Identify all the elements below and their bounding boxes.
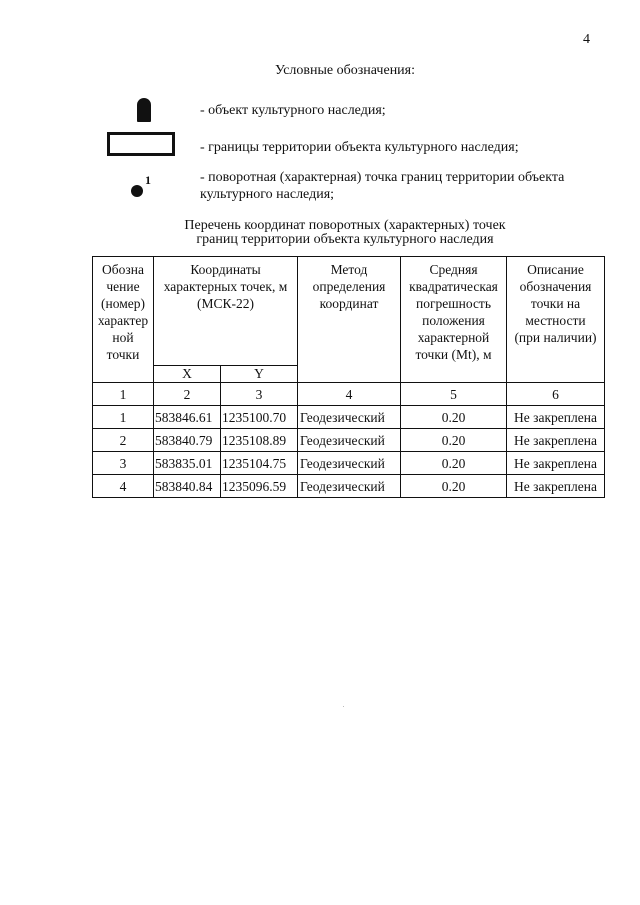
cell-point-number: 2 — [93, 429, 154, 452]
cell-method: Геодезический — [298, 429, 401, 452]
column-number-4: 4 — [298, 383, 401, 406]
header-method — [298, 257, 401, 383]
header-line: координат — [319, 296, 379, 311]
column-number-5: 5 — [401, 383, 507, 406]
cell-error: 0.20 — [401, 452, 507, 475]
column-number-6: 6 — [507, 383, 605, 406]
cell-error: 0.20 — [401, 429, 507, 452]
header-line: местности — [525, 313, 586, 328]
header-line: Обозна — [102, 262, 144, 277]
cell-point-number: 4 — [93, 475, 154, 498]
list-title — [0, 219, 640, 247]
cell-x: 583846.61 — [154, 406, 221, 429]
header-line: (номер) — [101, 296, 145, 311]
boundary-rectangle-icon — [107, 132, 175, 156]
header-line: характерных точек, м — [163, 279, 288, 294]
header-description — [507, 257, 605, 383]
cell-description: Не закреплена — [507, 429, 605, 452]
header-line: определения — [312, 279, 386, 294]
table-row — [93, 429, 605, 452]
legend-text-boundary: - границы территории объекта культурного наследия; — [200, 140, 519, 155]
turning-point-label: 1 — [145, 173, 151, 187]
cell-method: Геодезический — [298, 475, 401, 498]
header-line: характерной — [417, 330, 490, 345]
cell-method: Геодезический — [298, 452, 401, 475]
cell-description: Не закреплена — [507, 452, 605, 475]
legend-text-turning-point: - поворотная (характерная) точка границ территории объекта культурного наследия; — [200, 170, 565, 202]
header-y: Y — [221, 366, 298, 383]
table-row — [93, 475, 605, 498]
column-number-1: 1 — [93, 383, 154, 406]
cell-description: Не закреплена — [507, 475, 605, 498]
legend-text-heritage: - объект культурного наследия; — [200, 103, 386, 118]
header-line: Средняя — [429, 262, 478, 277]
header-line: Описание — [527, 262, 584, 277]
header-line: точки — [106, 347, 140, 362]
header-line: обозначения — [519, 279, 592, 294]
header-line: чение — [106, 279, 140, 294]
header-line: точки на — [530, 296, 581, 311]
header-x: X — [154, 366, 221, 383]
header-line: точки (Mt), м — [415, 347, 492, 362]
cell-method: Геодезический — [298, 406, 401, 429]
turning-point-icon — [131, 185, 143, 197]
table-row — [93, 452, 605, 475]
table-row — [93, 406, 605, 429]
header-line: Координаты — [190, 262, 261, 277]
column-number-3: 3 — [221, 383, 298, 406]
cell-y: 1235100.70 — [221, 406, 298, 429]
cell-point-number: 3 — [93, 452, 154, 475]
heritage-object-icon — [137, 98, 151, 122]
cell-y: 1235096.59 — [221, 475, 298, 498]
header-line: характер — [97, 313, 149, 328]
cell-error: 0.20 — [401, 406, 507, 429]
header-designation — [93, 257, 154, 383]
header-error — [401, 257, 507, 383]
cell-point-number: 1 — [93, 406, 154, 429]
header-line: ной — [112, 330, 134, 345]
header-line: (МСК-22) — [197, 296, 254, 311]
header-coordinates — [154, 257, 298, 366]
cell-x: 583840.79 — [154, 429, 221, 452]
page-number: 4 — [583, 32, 590, 47]
header-line: Метод — [330, 262, 368, 277]
header-line: положения — [422, 313, 485, 328]
legend-title: Условные обозначения: — [274, 63, 416, 78]
cell-x: 583835.01 — [154, 452, 221, 475]
header-line: погрешность — [415, 296, 491, 311]
coordinates-table — [92, 256, 605, 498]
list-title-line1: Перечень координат поворотных (характерных) точек — [184, 218, 506, 233]
cell-y: 1235108.89 — [221, 429, 298, 452]
column-number-2: 2 — [154, 383, 221, 406]
cell-x: 583840.84 — [154, 475, 221, 498]
cell-description: Не закреплена — [507, 406, 605, 429]
header-line: (при наличии) — [514, 330, 597, 345]
header-line: квадратическая — [409, 279, 498, 294]
cell-y: 1235104.75 — [221, 452, 298, 475]
scan-speck — [343, 706, 344, 707]
list-title-line2: границ территории объекта культурного наследия — [196, 232, 494, 247]
cell-error: 0.20 — [401, 475, 507, 498]
